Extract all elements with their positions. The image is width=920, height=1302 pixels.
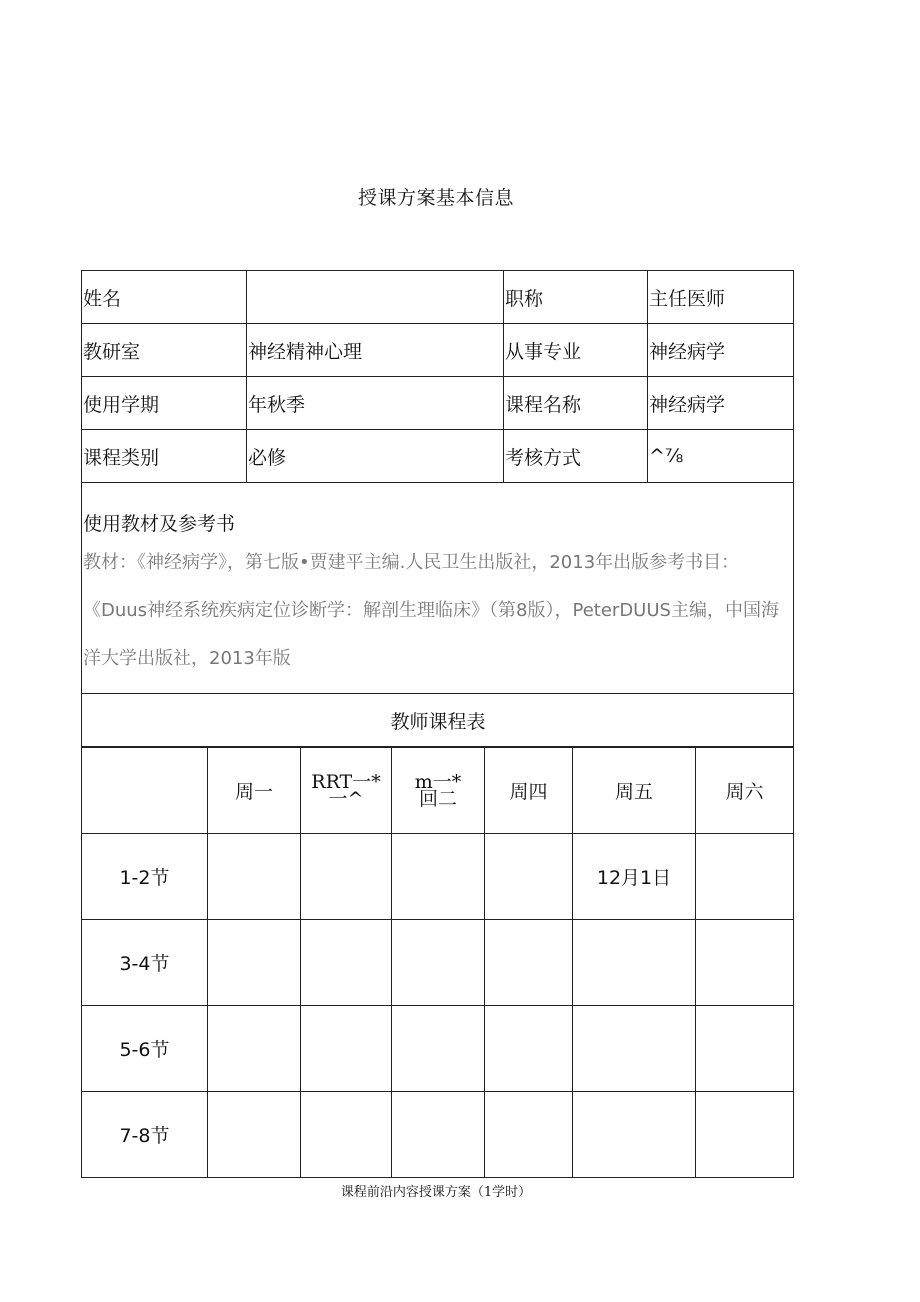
schedule-cell — [485, 1092, 573, 1178]
schedule-cell — [301, 1006, 392, 1092]
schedule-cell: 12月1日 — [573, 834, 696, 920]
info-row-semester — [82, 377, 794, 430]
label-name: 姓名 — [82, 271, 247, 324]
schedule-cell — [696, 834, 794, 920]
page-title: 授课方案基本信息 — [357, 187, 514, 209]
header-tuesday: RRT一* 一^ — [301, 748, 392, 834]
schedule-cell — [573, 1006, 696, 1092]
schedule-cell — [392, 1092, 485, 1178]
label-course-name: 课程名称 — [504, 377, 648, 430]
schedule-row — [82, 834, 794, 920]
books-cell — [82, 483, 794, 694]
value-assessment: ^⅞ — [648, 430, 794, 483]
schedule-table — [81, 747, 794, 1178]
schedule-cell — [392, 1006, 485, 1092]
books-heading: 使用教材及参考书 — [83, 513, 236, 535]
schedule-cell — [573, 1092, 696, 1178]
header-saturday: 周六 — [696, 748, 794, 834]
schedule-cell — [301, 834, 392, 920]
schedule-cell — [485, 834, 573, 920]
label-course-category: 课程类别 — [82, 430, 247, 483]
schedule-cell — [301, 1092, 392, 1178]
schedule-cell — [696, 920, 794, 1006]
label-assessment: 考核方式 — [504, 430, 648, 483]
schedule-cell — [208, 1006, 301, 1092]
schedule-cell — [696, 1092, 794, 1178]
label-specialty: 从事专业 — [504, 324, 648, 377]
value-specialty: 神经病学 — [648, 324, 794, 377]
label-department: 教研室 — [82, 324, 247, 377]
schedule-cell — [485, 920, 573, 1006]
value-department: 神经精神心理 — [247, 324, 504, 377]
schedule-row — [82, 1006, 794, 1092]
schedule-row — [82, 920, 794, 1006]
header-friday: 周五 — [573, 748, 696, 834]
value-title: 主任医师 — [648, 271, 794, 324]
period-label: 5-6节 — [82, 1006, 208, 1092]
header-thursday: 周四 — [485, 748, 573, 834]
label-semester: 使用学期 — [82, 377, 247, 430]
schedule-cell — [485, 1006, 573, 1092]
value-name — [247, 271, 504, 324]
value-semester: 年秋季 — [247, 377, 504, 430]
info-row-name — [82, 271, 794, 324]
info-row-schedule-title — [82, 694, 794, 747]
schedule-row — [82, 1092, 794, 1178]
info-row-books — [82, 483, 794, 694]
schedule-cell — [301, 920, 392, 1006]
period-label: 7-8节 — [82, 1092, 208, 1178]
schedule-cell — [392, 834, 485, 920]
value-course-name: 神经病学 — [648, 377, 794, 430]
basic-info-table — [81, 270, 794, 747]
period-label: 1-2节 — [82, 834, 208, 920]
schedule-corner-cell — [82, 748, 208, 834]
value-course-category: 必修 — [247, 430, 504, 483]
schedule-cell — [392, 920, 485, 1006]
schedule-cell — [696, 1006, 794, 1092]
label-title: 职称 — [504, 271, 648, 324]
schedule-cell — [208, 1092, 301, 1178]
books-text: 教材：《神经病学》，第七版•贾建平主编.人民卫生出版社，2013年出版参考书目：《Duus神经系统疾病定位诊断学：解剖生理临床》（第8版），PeterDUUS主编，中国海洋大学出版社，2013年版 — [83, 552, 779, 669]
schedule-header-row — [82, 748, 794, 834]
footer-caption: 课程前沿内容授课方案（1学时） — [340, 1185, 532, 1200]
header-monday: 周一 — [208, 748, 301, 834]
schedule-cell — [208, 834, 301, 920]
info-row-category — [82, 430, 794, 483]
schedule-cell — [573, 920, 696, 1006]
schedule-title: 教师课程表 — [82, 694, 794, 747]
header-wednesday: m一* 回二 — [392, 748, 485, 834]
period-label: 3-4节 — [82, 920, 208, 1006]
schedule-cell — [208, 920, 301, 1006]
info-row-department — [82, 324, 794, 377]
